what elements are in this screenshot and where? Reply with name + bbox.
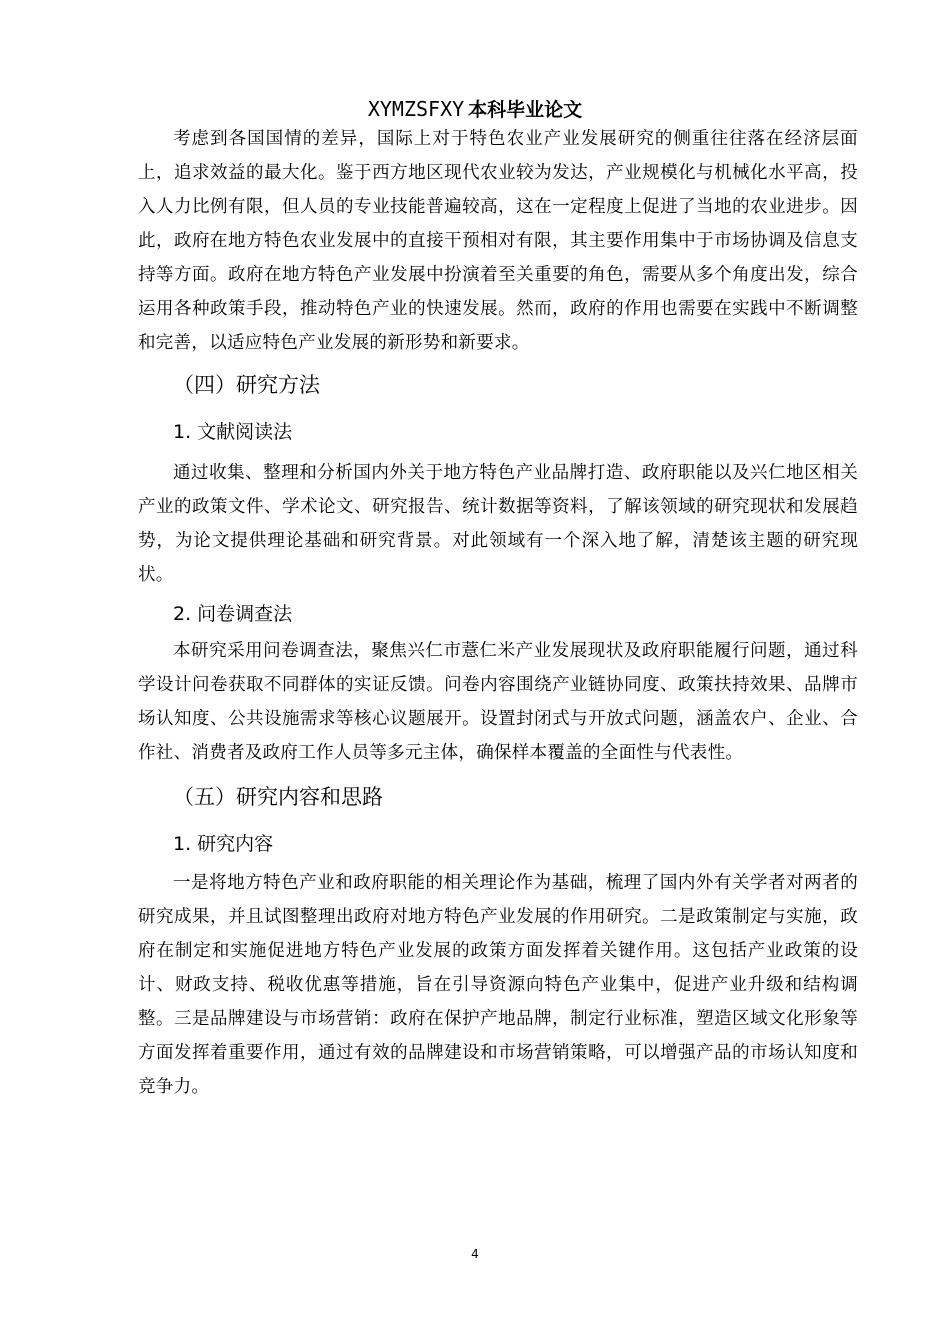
heading-research-content-ideas: （五）研究内容和思路	[173, 785, 383, 809]
paragraph-research-content: 一是将地方特色产业和政府职能的相关理论作为基础，梳理了国内外有关学者对两者的研究成果，并且试图整理出政府对地方特色产业发展的作用研究。二是政策制定与实施，政府在制定和实施促进地方特色产业发展的政策方面发挥着关键作用。这包括产业政策的设计、财政支持、税收优惠等措施，旨在引导资源向特色产业集中，促进产业升级和结构调整。三是品牌建设与市场营销：政府在保护产地品牌，制定行业标准，塑造区域文化形象等方面发挥着重要作用，通过有效的品牌建设和市场营销策略，可以增强产品的市场认知度和竞争力。	[138, 873, 858, 1097]
paragraph-intl-research: 考虑到各国国情的差异，国际上对于特色农业产业发展研究的侧重往往落在经济层面上，追求效益的最大化。鉴于西方地区现代农业较为发达，产业规模化与机械化水平高，投入人力比例有限，但人员的专业技能普遍较高，这在一定程度上促进了当地的农业进步。因此，政府在地方特色农业发展中的直接干预相对有限，其主要作用集中于市场协调及信息支持等方面。政府在地方特色产业发展中扮演着至关重要的角色，需要从多个角度出发，综合运用各种政策手段，推动特色产业的快速发展。然而，政府的作用也需要在实践中不断调整和完善，以适应特色产业发展的新形势和新要求。	[138, 129, 858, 353]
page-header	[0, 96, 950, 123]
paragraph-literature-method: 通过收集、整理和分析国内外关于地方特色产业品牌打造、政府职能以及兴仁地区相关产业的政策文件、学术论文、研究报告、统计数据等资料，了解该领域的研究现状和发展趋势，为论文提供理论基础和研究背景。对此领域有一个深入地了解，清楚该主题的研究现状。	[138, 463, 858, 585]
heading-literature-method: 1. 文献阅读法	[173, 421, 293, 443]
paragraph-survey-method: 本研究采用问卷调查法，聚焦兴仁市薏仁米产业发展现状及政府职能履行问题，通过科学设计问卷获取不同群体的实证反馈。问卷内容围绕产业链协同度、政策扶持效果、品牌市场认知度、公共设施需求等核心议题展开。设置封闭式与开放式问题，涵盖农户、企业、合作社、消费者及政府工作人员等多元主体，确保样本覆盖的全面性与代表性。	[138, 641, 858, 763]
header-code: XYMZSFXY	[367, 97, 465, 121]
heading-research-methods: （四）研究方法	[173, 373, 320, 397]
header-title: 本科毕业论文	[468, 99, 583, 121]
main-content	[138, 122, 858, 1104]
heading-research-content: 1. 研究内容	[173, 833, 274, 855]
heading-survey-method: 2. 问卷调查法	[173, 603, 293, 625]
page-number: 4	[471, 1247, 479, 1261]
